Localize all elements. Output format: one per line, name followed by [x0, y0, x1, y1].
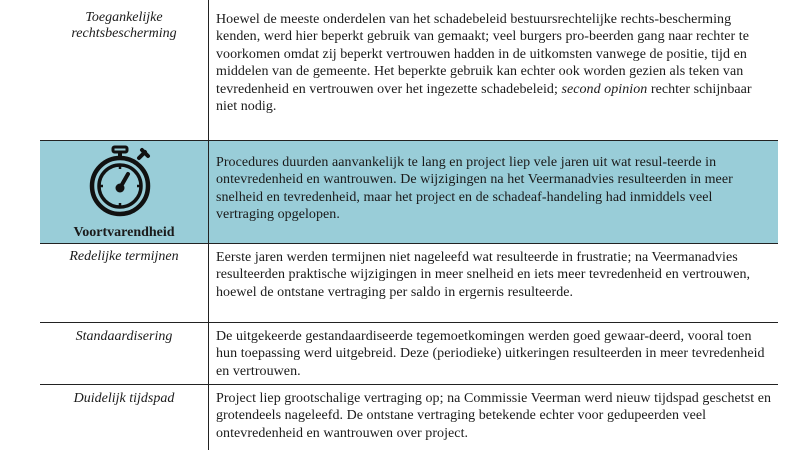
row-divider [40, 322, 778, 323]
row-label: Duidelijk tijdspad [73, 391, 175, 406]
row-text-part: rechter schijnbaar niet nodig. [216, 81, 752, 115]
row-label [40, 10, 208, 42]
row-label: Voortvarendheid [73, 225, 175, 240]
row-text: Eerste jaren werden termijnen niet nageleefd wat resulteerde in frustratie; na Veermanadvies resulteerden praktische wijzigingen in meer snelheid en iets meer tevredenheid en vertrouwen, hoewel de ontstane vertraging per saldo in ergernis resulteerde. [216, 250, 751, 300]
row-divider [40, 140, 778, 141]
row-text: Procedures duurden aanvankelijk te lang en project liep vele jaren uit wat resul-teerde in ontevredenheid en wantrouwen. De wijzigingen na het Veermanadvies resulteerden in meer snelheid en tevredenheid, maar het project en de schadeaf-handeling had inmiddels veel vertraging opgelopen. [216, 155, 733, 223]
row-text: De uitgekeerde gestandaardiseerde tegemoetkomingen werden goed gewaar-deerd, vooral toen hun toepassing werd uitgebreid. Deze (periodieke) uitkeringen resulteerden in meer tevredenheid en vertrouwen. [216, 329, 765, 379]
row-divider [40, 243, 778, 244]
table-row-toegankelijke-rechtsbescherming [40, 0, 778, 140]
row-text: Project liep grootschalige vertraging op; na Commissie Veerman werd nieuw tijdspad geschetst en grotendeels nageleefd. De ontstane vertraging betekende echter voor gedupeerden veel ontevredenheid en wantrouwen over project. [216, 391, 772, 441]
row-text [216, 11, 772, 115]
table-row-redelijke-termijnen [40, 244, 778, 322]
row-label: Redelijke termijnen [69, 249, 179, 264]
row-text-italic: second opinion [561, 81, 648, 97]
row-label-line: rechtsbescherming [71, 26, 177, 41]
table-row-voortvarendheid [40, 141, 778, 243]
row-label-line: Toegankelijke [85, 10, 163, 25]
table-row-standaardisering [40, 323, 778, 384]
row-divider [40, 384, 778, 385]
stopwatch-icon [84, 145, 156, 219]
column-divider [208, 0, 209, 450]
table-row-duidelijk-tijdspad [40, 385, 778, 450]
row-label: Standaardisering [75, 329, 173, 344]
row-text-part: Hoewel de meeste onderdelen van het schadebeleid bestuursrechtelijke rechts-bescherming kenden, werd hier beperkt gebruik van gemaakt; veel burgers pro-beerden gang naar rechter te voorkomen omdat zij beperkt vertrouwen hadden in de uitkomsten vanwege de positie, tijd en middelen van de gemeente. Het beperkte gebruik kan echter ook worden gezien als teken van tevredenheid en vertrouwen over het ingezette schadebeleid; [216, 12, 749, 97]
